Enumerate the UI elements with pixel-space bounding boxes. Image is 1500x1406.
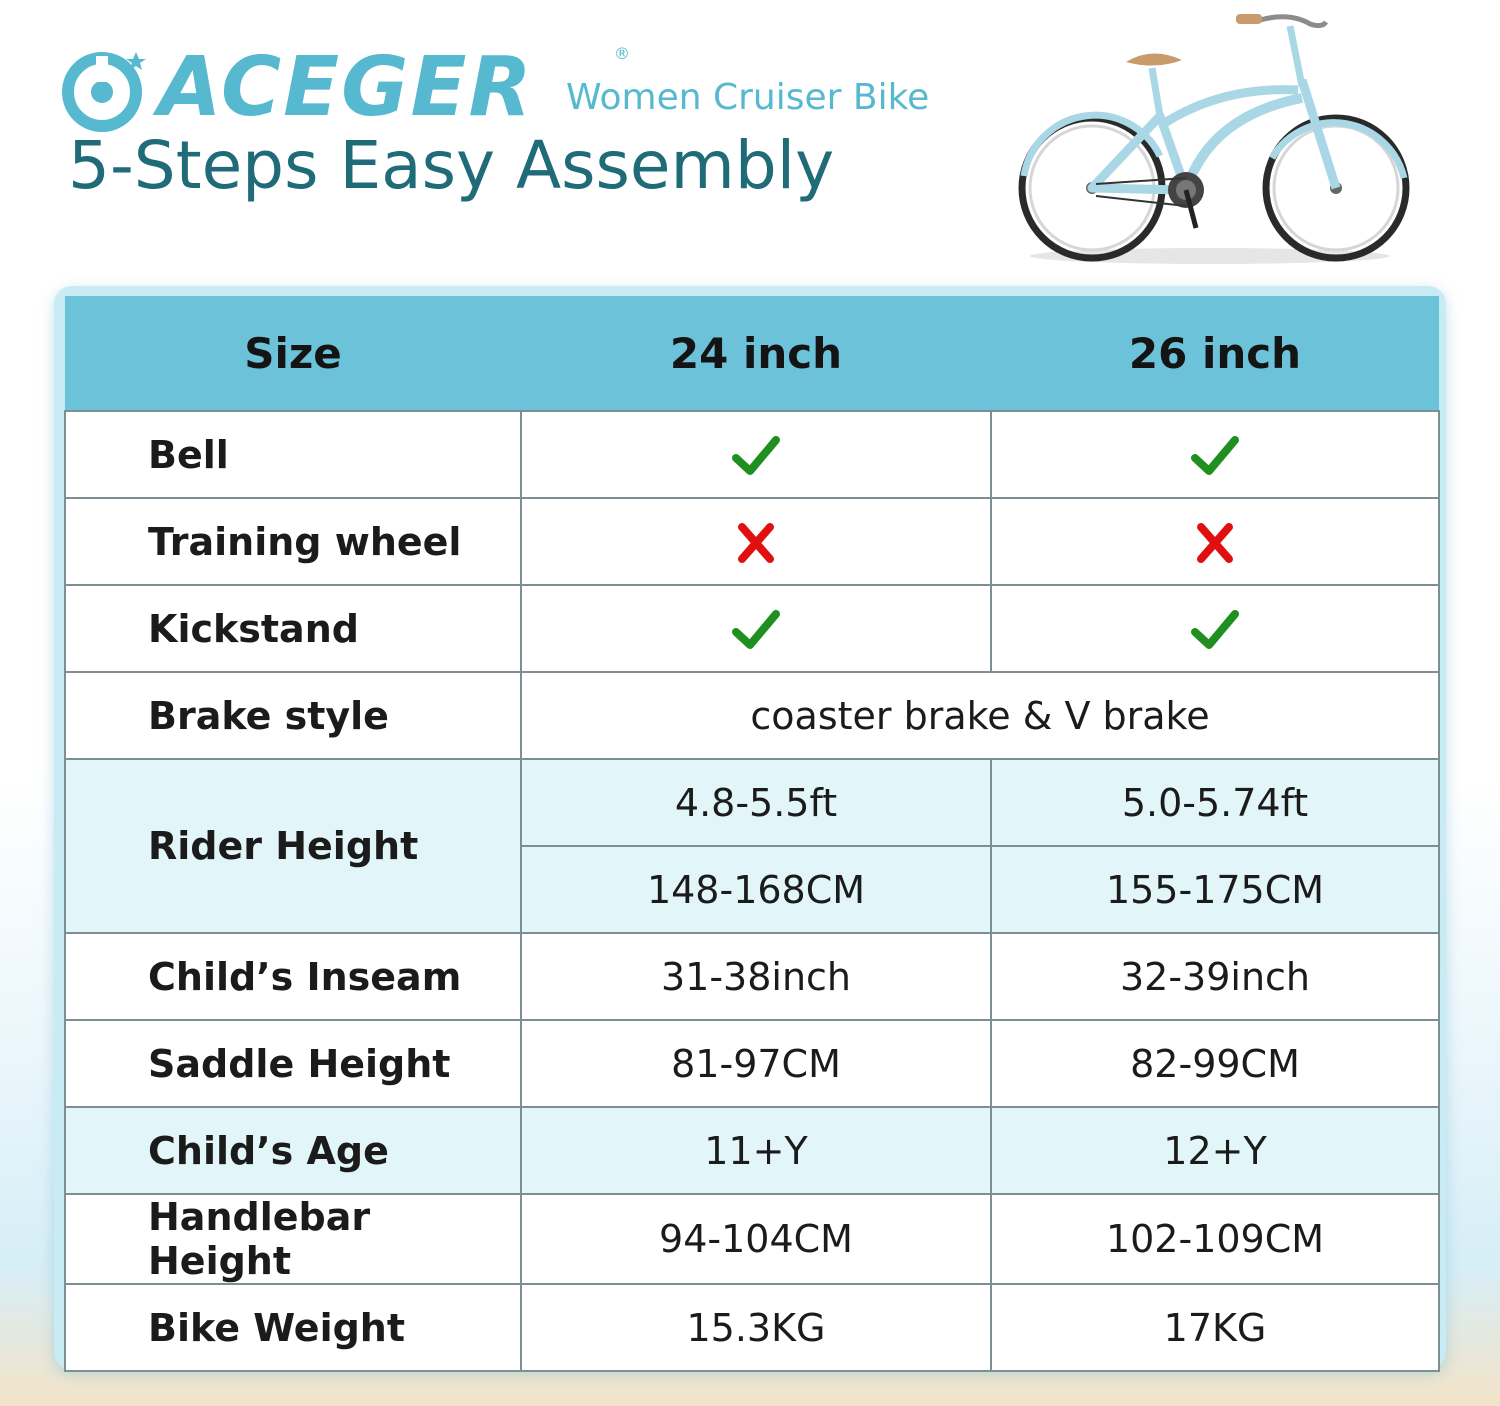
- age-26: 12+Y: [991, 1107, 1439, 1194]
- bike-weight-26: 17KG: [991, 1284, 1439, 1371]
- header-26-inch: 26 inch: [991, 296, 1439, 411]
- age-24: 11+Y: [521, 1107, 991, 1194]
- check-icon: [732, 608, 780, 652]
- aceger-logo-icon: [62, 48, 146, 132]
- cross-icon: [1191, 521, 1239, 565]
- row-label-inseam: Child’s Inseam: [65, 933, 521, 1020]
- row-label-age: Child’s Age: [65, 1107, 521, 1194]
- check-icon: [1191, 608, 1239, 652]
- table-row-brake-style: [65, 672, 1439, 759]
- check-icon: [732, 434, 780, 478]
- row-label-brake-style: Brake style: [65, 672, 521, 759]
- table-row-saddle-height: [65, 1020, 1439, 1107]
- registered-mark: ®: [614, 44, 630, 63]
- table-row-bell: [65, 411, 1439, 498]
- page-title: 5-Steps Easy Assembly: [68, 127, 835, 204]
- table-row-training-wheel: [65, 498, 1439, 585]
- inseam-24: 31-38inch: [521, 933, 991, 1020]
- handlebar-height-26: 102-109CM: [991, 1194, 1439, 1284]
- header-24-inch: 24 inch: [521, 296, 991, 411]
- table-row-inseam: [65, 933, 1439, 1020]
- bike-weight-24: 15.3KG: [521, 1284, 991, 1371]
- cruiser-bike-image: [1010, 6, 1410, 270]
- rider-height-cm-24: 148-168CM: [521, 846, 991, 933]
- rider-height-cm-26: 155-175CM: [991, 846, 1439, 933]
- saddle-height-26: 82-99CM: [991, 1020, 1439, 1107]
- rider-height-ft-26: 5.0-5.74ft: [991, 759, 1439, 846]
- table-row-age: [65, 1107, 1439, 1194]
- product-subtitle: Women Cruiser Bike: [566, 77, 930, 118]
- header-size: Size: [65, 296, 521, 411]
- row-label-rider-height: Rider Height: [65, 759, 521, 933]
- brake-style-value: coaster brake & V brake: [521, 672, 1439, 759]
- saddle-height-24: 81-97CM: [521, 1020, 991, 1107]
- table-row-kickstand: [65, 585, 1439, 672]
- row-label-bell: Bell: [65, 411, 521, 498]
- brand-name: ACEGER: [158, 40, 534, 135]
- spec-table: [64, 296, 1440, 1372]
- table-row-rider-height-ft: [65, 759, 1439, 846]
- rider-height-ft-24: 4.8-5.5ft: [521, 759, 991, 846]
- row-label-kickstand: Kickstand: [65, 585, 521, 672]
- row-label-handlebar-height: Handlebar Height: [65, 1194, 521, 1284]
- brand-logo: [62, 40, 962, 135]
- cross-icon: [732, 521, 780, 565]
- table-row-handlebar-height: [65, 1194, 1439, 1284]
- row-label-bike-weight: Bike Weight: [65, 1284, 521, 1371]
- check-icon: [1191, 434, 1239, 478]
- inseam-26: 32-39inch: [991, 933, 1439, 1020]
- handlebar-height-24: 94-104CM: [521, 1194, 991, 1284]
- row-label-saddle-height: Saddle Height: [65, 1020, 521, 1107]
- row-label-training-wheel: Training wheel: [65, 498, 521, 585]
- table-header-row: [65, 296, 1439, 411]
- table-row-bike-weight: [65, 1284, 1439, 1371]
